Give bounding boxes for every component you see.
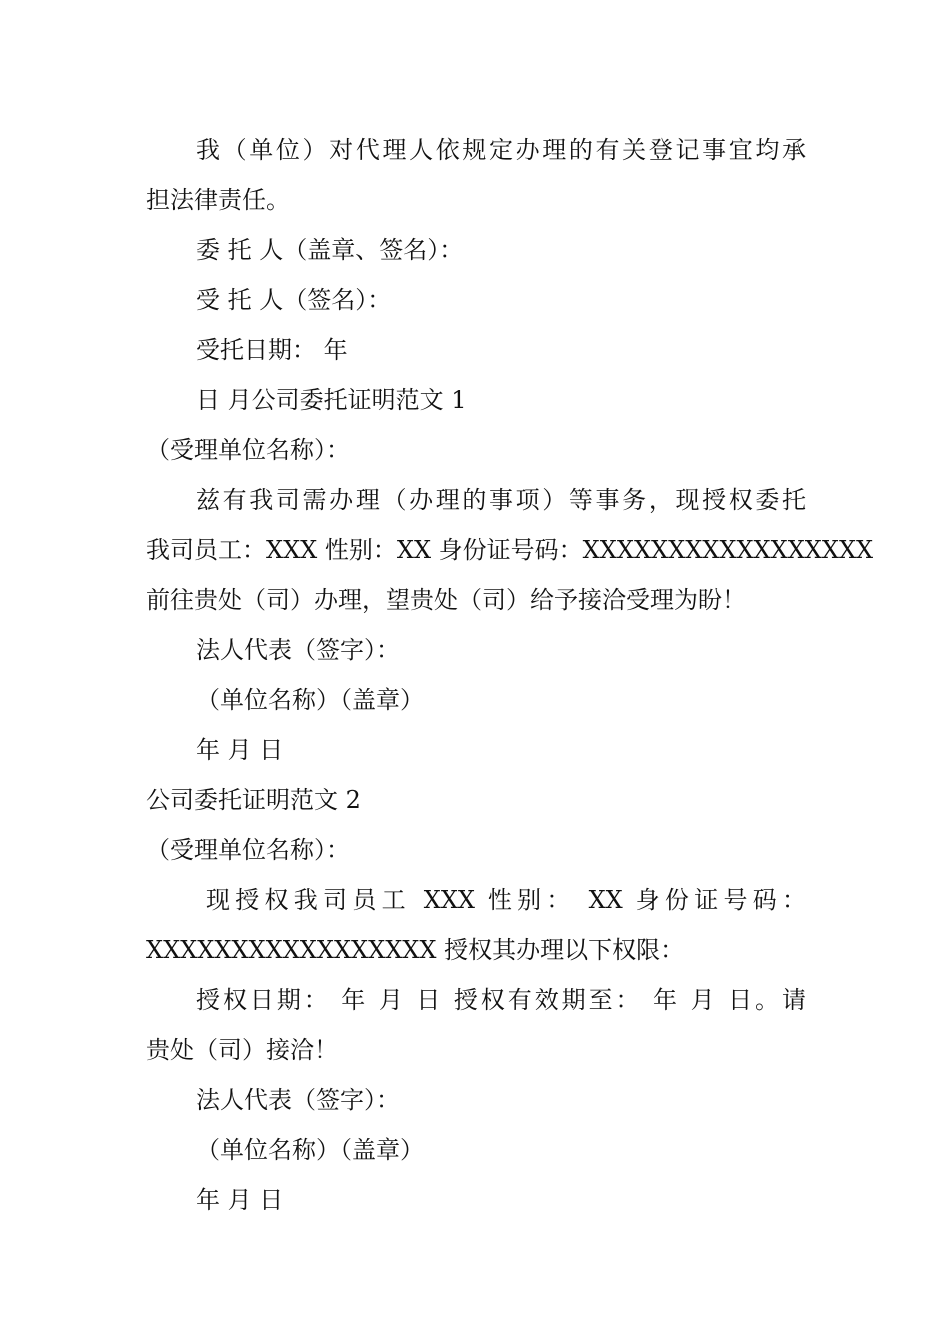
section-heading-1: 日 月公司委托证明范文 1	[196, 386, 467, 414]
date-line: 年 月 日	[196, 1186, 284, 1214]
paragraph-line: 我司员工：XXX 性别：XX 身份证号码：XXXXXXXXXXXXXXXXX	[146, 536, 874, 564]
legal-representative-line: 法人代表（签字）：	[196, 636, 400, 664]
date-line: 受托日期： 年	[196, 336, 348, 364]
paragraph-line: XXXXXXXXXXXXXXXXX 授权其办理以下权限：	[146, 936, 685, 964]
paragraph-line: 兹有我司需办理（办理的事项）等事务，现授权委托	[196, 486, 806, 514]
signature-line-entrusted-party: 受 托 人（签名）：	[196, 286, 392, 314]
legal-representative-line: 法人代表（签字）：	[196, 1086, 400, 1114]
section-heading-2: 公司委托证明范文 2	[146, 786, 361, 814]
paragraph-line: 现授权我司员工 XXX 性别： XX 身份证号码：	[206, 886, 806, 914]
unit-seal-line: （单位名称）（盖章）	[196, 1136, 424, 1164]
recipient-line: （受理单位名称）：	[146, 836, 350, 864]
recipient-line: （受理单位名称）：	[146, 436, 350, 464]
paragraph-line: 担法律责任。	[146, 186, 290, 214]
signature-line-entrusting-party: 委 托 人（盖章、签名）：	[196, 236, 464, 264]
paragraph-line: 前往贵处（司）办理，望贵处（司）给予接洽受理为盼！	[146, 586, 746, 614]
unit-seal-line: （单位名称）（盖章）	[196, 686, 424, 714]
paragraph-line: 贵处（司）接洽！	[146, 1036, 338, 1064]
paragraph-line: 授权日期： 年 月 日 授权有效期至： 年 月 日。请	[196, 986, 806, 1014]
paragraph-line: 我（单位）对代理人依规定办理的有关登记事宜均承	[196, 136, 806, 164]
date-line: 年 月 日	[196, 736, 284, 764]
